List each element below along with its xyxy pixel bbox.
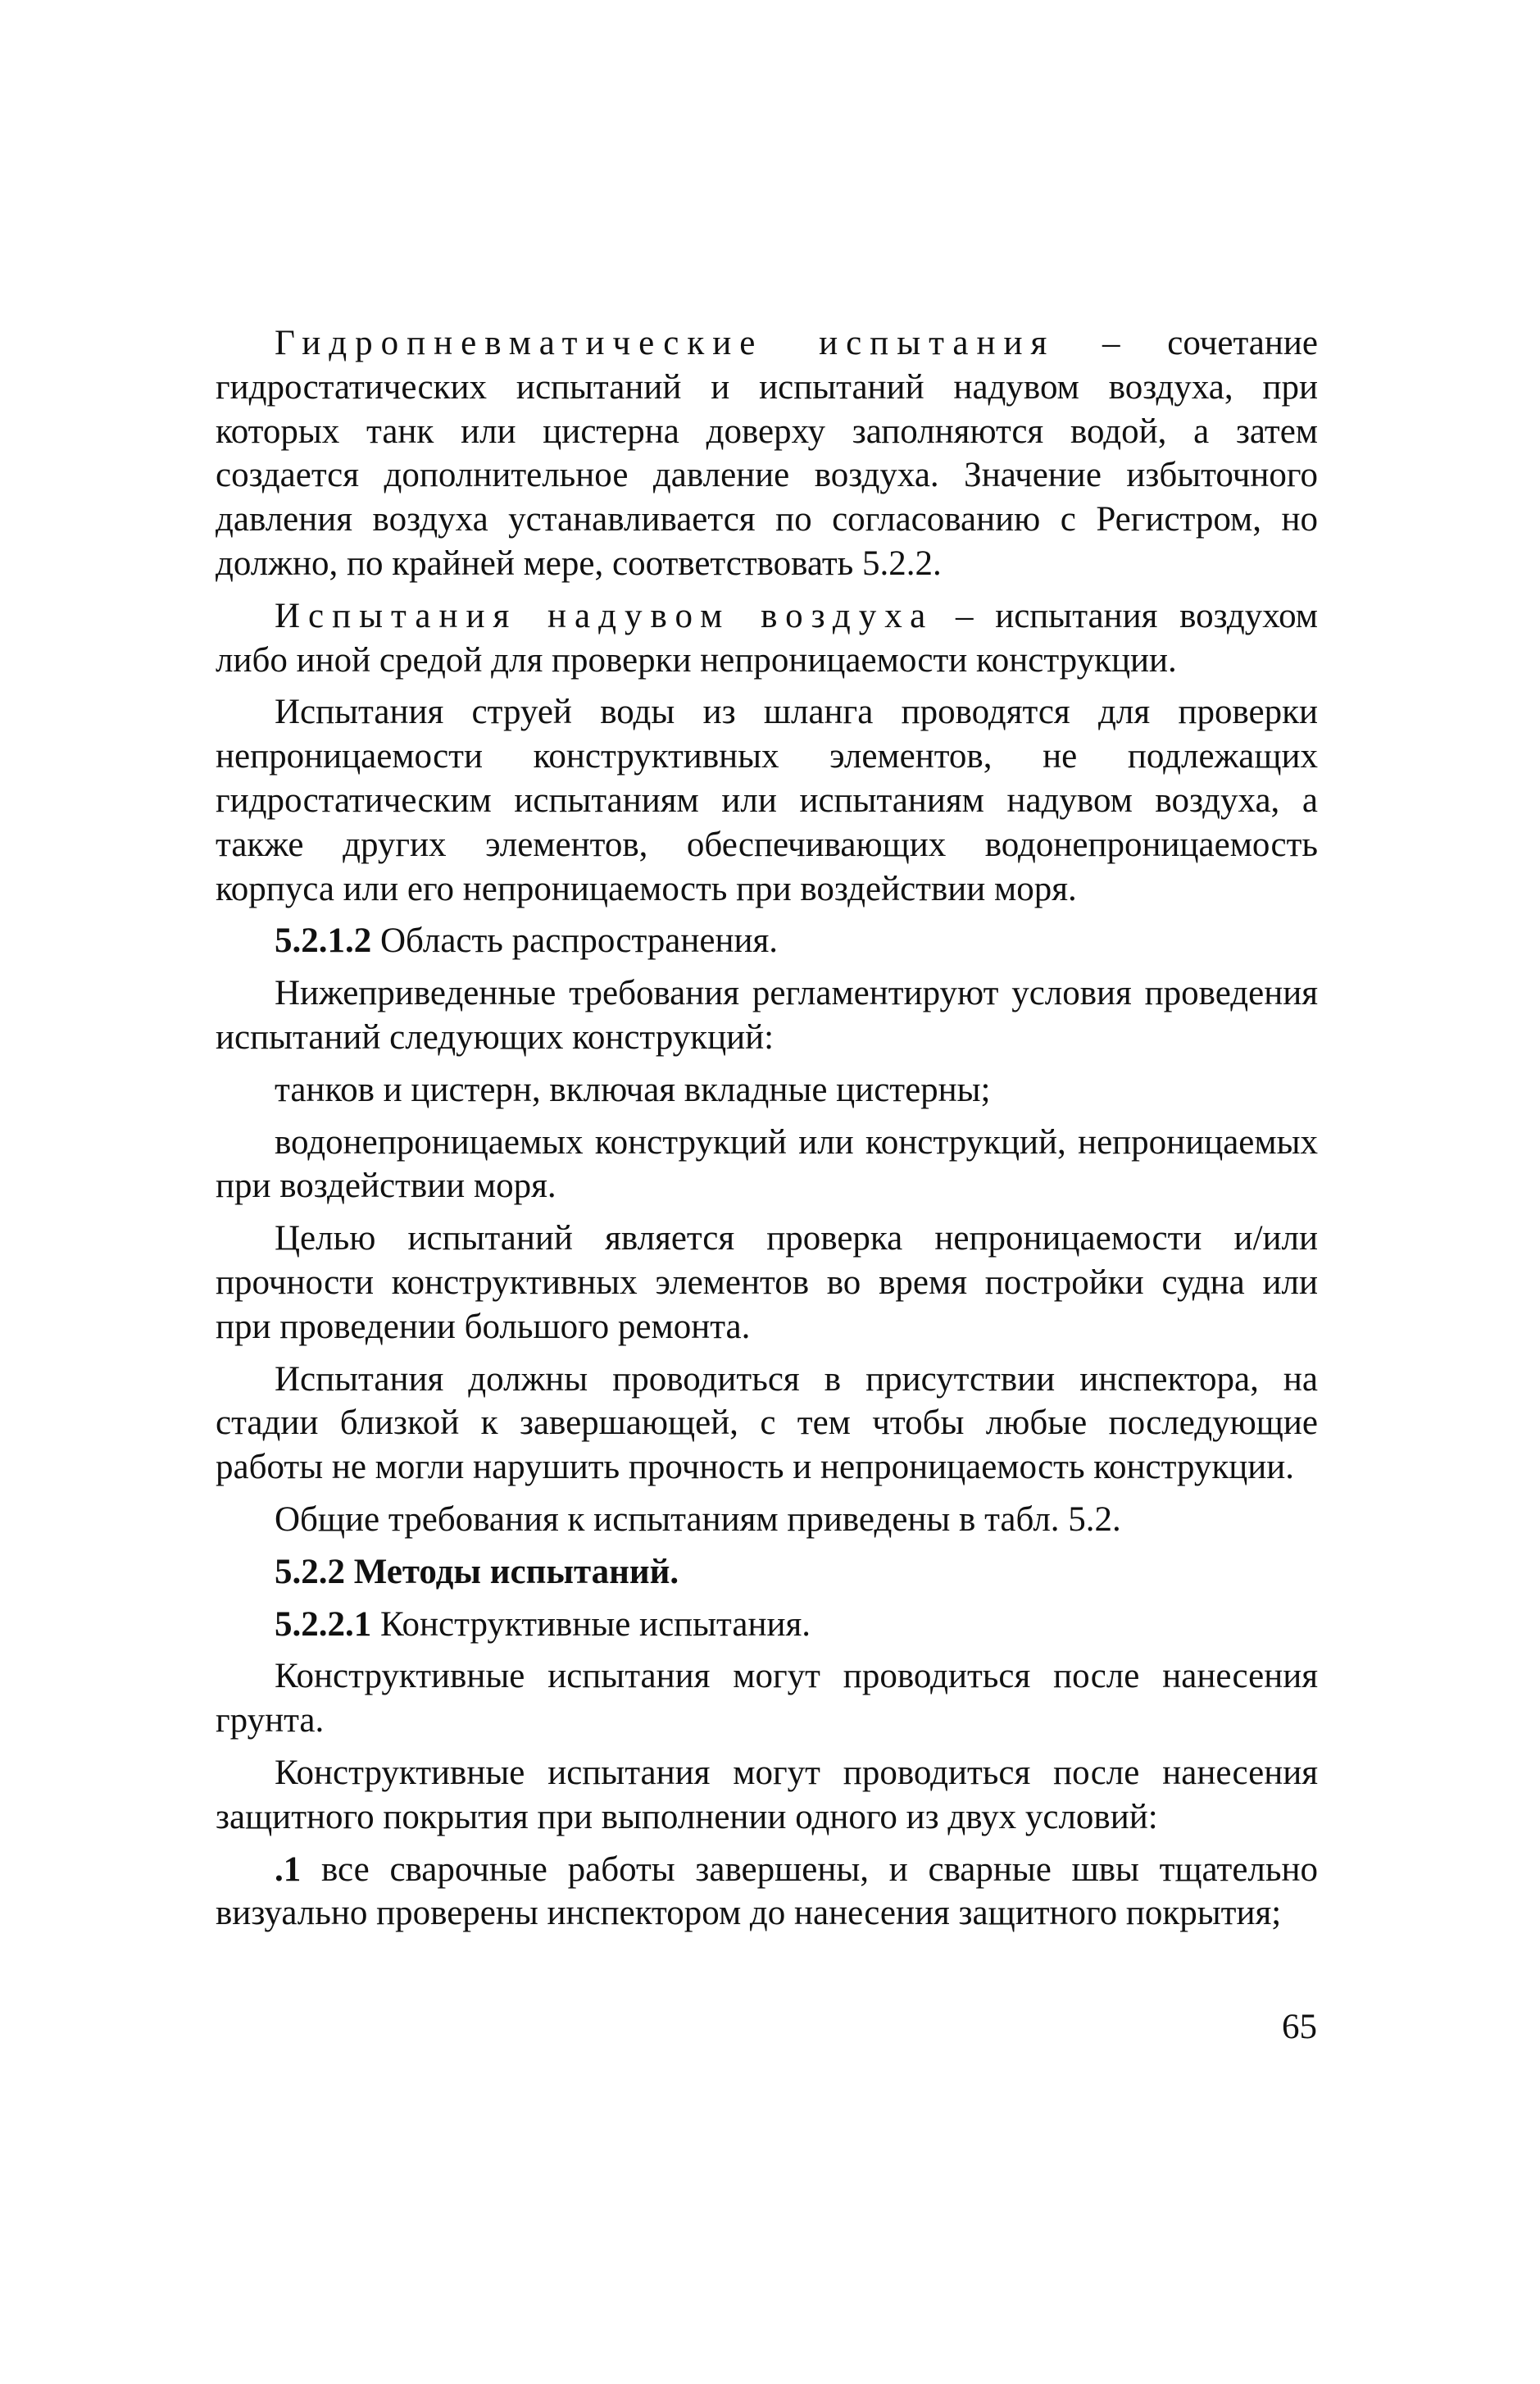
term-air-tests: Испытания надувом воздуха: [275, 596, 934, 635]
paragraph-test-purpose: Целью испытаний является проверка непроницаемости и/или прочности конструктивных элементов во время постройки судна или при проведении большого ремонта.: [216, 1219, 1318, 1346]
term-hydropneumatic-tests: Гидропневматические испытания: [275, 324, 1056, 362]
paragraph-text: Область распространения.: [371, 921, 779, 961]
section-number-5-2-1-2: 5.2.1.2: [275, 921, 372, 961]
paragraph-after-primer: Конструктивные испытания могут проводиться после нанесения грунта.: [216, 1657, 1318, 1740]
paragraph-general-requirements: Общие требования к испытаниям приведены в табл. 5.2.: [275, 1499, 1121, 1539]
body-text: [216, 321, 1318, 1936]
paragraph-hose-tests: Испытания струей воды из шланга проводятся для проверки непроницаемости конструктивных элементов, не подлежащих гидростатическим испытаниям или испытаниям надувом воздуха, а также других элементов, обеспечивающих водонепроницаемость корпуса или его непроницаемость при воздействии моря.: [216, 693, 1318, 908]
list-item-tanks: танков и цистерн, включая вкладные цистерны;: [275, 1070, 991, 1109]
paragraph-inspector-presence: Испытания должны проводиться в присутствии инспектора, на стадии близкой к завершающей, с тем чтобы любые последующие работы не могли нарушить прочность и непроницаемость конструкции.: [216, 1359, 1318, 1487]
paragraph-structural-tests: [216, 1603, 1318, 1647]
paragraph-air-tests: [216, 594, 1318, 683]
list-item-condition-1: [216, 1848, 1318, 1936]
paragraph-requirements-intro: Нижеприведенные требования регламентируют условия проведения испытаний следующих конструкций:: [216, 974, 1318, 1057]
item-number-1: .1: [275, 1849, 302, 1889]
paragraph-hydropneumatic-tests: [216, 321, 1318, 586]
list-item-watertight-structures: водонепроницаемых конструкций или конструкций, непроницаемых при воздействии моря.: [216, 1122, 1318, 1206]
section-number-5-2-2-1: 5.2.2.1: [275, 1604, 372, 1644]
paragraph-text: – испытания воздухом либо иной средой для проверки непроницаемости конструкции.: [216, 596, 1318, 680]
paragraph-text: Конструктивные испытания.: [371, 1604, 811, 1644]
paragraph-scope: [216, 919, 1318, 963]
paragraph-after-coating: Конструктивные испытания могут проводиться после нанесения защитного покрытия при выполнении одного из двух условий:: [216, 1753, 1318, 1836]
section-heading-5-2-2: 5.2.2 Методы испытаний.: [275, 1552, 679, 1591]
paragraph-text: – сочетание гидростатических испытаний и испытаний надувом воздуха, при которых танк или цистерна доверху заполняются водой, а затем создается дополнительное давление воздуха. Значение избыточного давления воздуха устанавливается по согласованию с Регистром, но должно, по крайней мере, соответствовать 5.2.2.: [216, 324, 1318, 583]
page-number: 65: [1282, 2008, 1317, 2046]
paragraph-text: все сварочные работы завершены, и сварные швы тщательно визуально проверены инспектором до нанесения защитного покрытия;: [216, 1849, 1318, 1933]
